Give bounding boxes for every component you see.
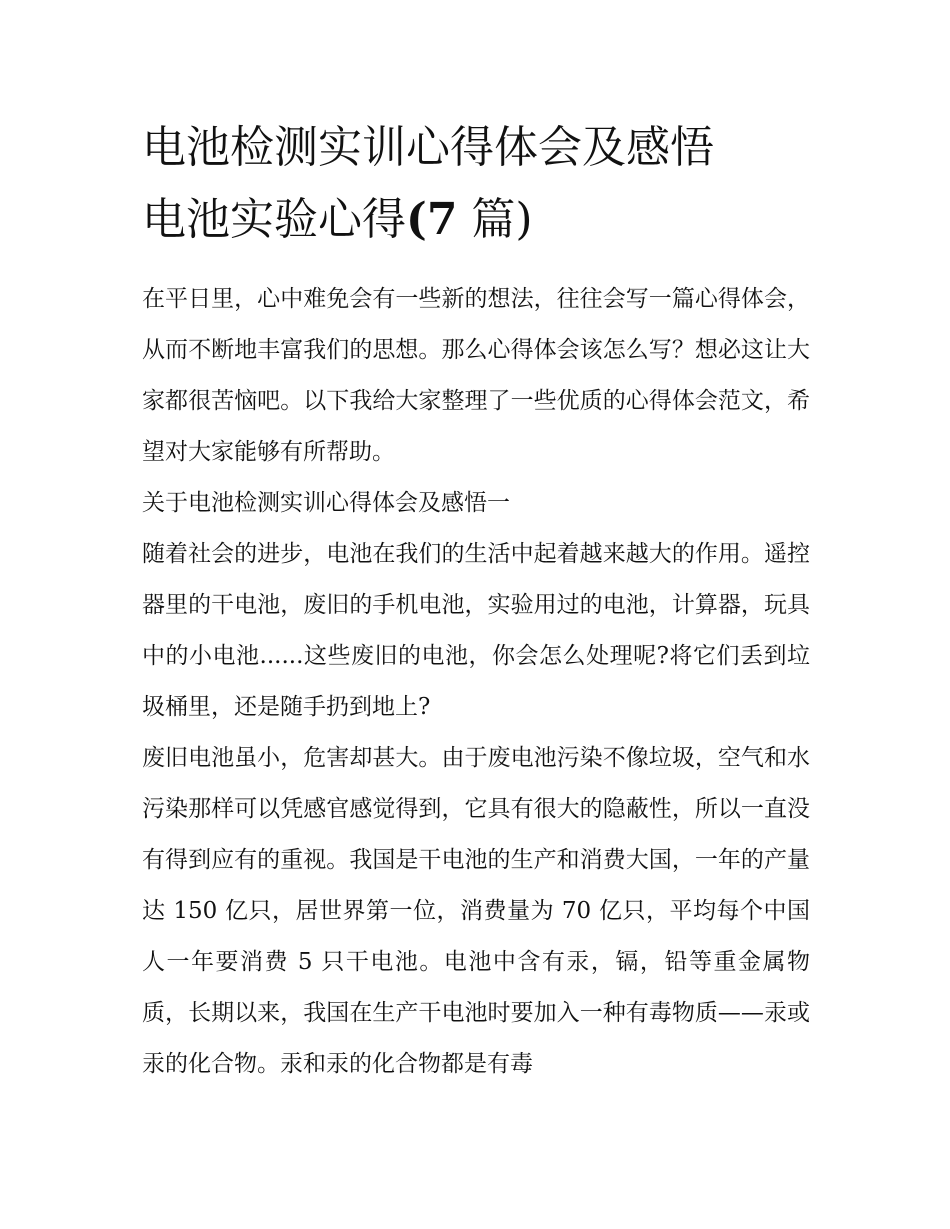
title-line-2-suffix: 篇): [457, 194, 533, 245]
title-line-1: 电池检测实训心得体会及感悟: [142, 122, 714, 173]
document-body: [142, 274, 810, 1090]
title-line-2-prefix: 电池实验心得: [142, 194, 406, 245]
section-heading: 关于电池检测实训心得体会及感悟一: [142, 490, 510, 516]
document-title: [142, 112, 822, 256]
title-line-2-bold: (7: [406, 194, 458, 245]
body-paragraph: 废旧电池虽小，危害却甚大。由于废电池污染不像垃圾，空气和水污染那样可以凭感官感觉得到，它具有很大的隐蔽性，所以一直没有得到应有的重视。我国是干电池的生产和消费大国，一年的产量达 150 亿只，居世界第一位，消费量为 70 亿只，平均每个中国人一年要消费 5 只干电池。电池中含有汞，镉，铅等重金属物质，长期以来，我国在生产干电池时要加入一种有毒物质——汞或汞的化合物。汞和汞的化合物都是有毒: [142, 745, 810, 1077]
intro-paragraph: 在平日里，心中难免会有一些新的想法，往往会写一篇心得体会，从而不断地丰富我们的思想。那么心得体会该怎么写？想必这让大家都很苦恼吧。以下我给大家整理了一些优质的心得体会范文，希望对大家能够有所帮助。: [142, 286, 810, 465]
body-paragraph: 随着社会的进步，电池在我们的生活中起着越来越大的作用。遥控器里的干电池，废旧的手机电池，实验用过的电池，计算器，玩具中的小电池......这些废旧的电池，你会怎么处理呢?将它们丢到垃圾桶里，还是随手扔到地上?: [142, 541, 810, 720]
